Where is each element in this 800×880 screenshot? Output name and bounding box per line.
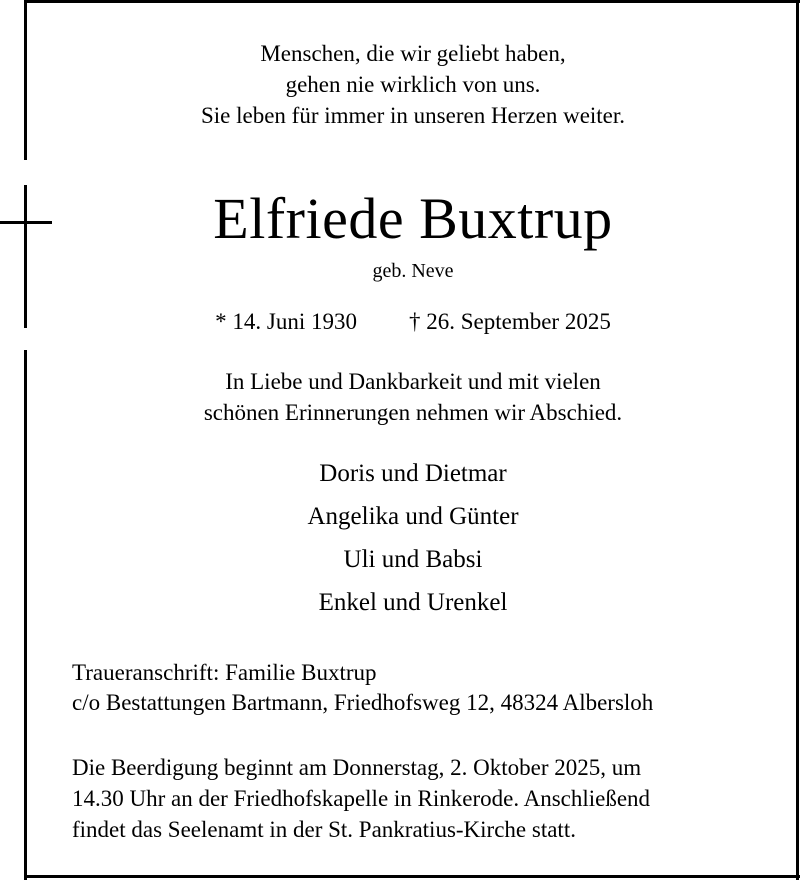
deceased-name: Elfriede Buxtrup	[213, 186, 613, 251]
frame-left-border-upper	[24, 0, 27, 160]
maiden-name: geb. Neve	[372, 260, 454, 282]
mourner-entry: Angelika und Günter	[307, 503, 519, 530]
life-dates	[30, 307, 796, 337]
cross-icon	[24, 185, 27, 328]
mourners-list	[30, 452, 796, 624]
mourner-entry: Enkel und Urenkel	[318, 589, 508, 616]
funeral-info	[72, 752, 782, 845]
mourner-entry: Uli und Babsi	[343, 546, 483, 573]
funeral-line: 14.30 Uhr an der Friedhofskapelle in Rinkerode. Anschließend	[72, 786, 651, 811]
frame-bottom-border	[24, 875, 800, 878]
farewell-text	[30, 366, 796, 428]
frame-top-border	[24, 0, 800, 3]
farewell-line: In Liebe und Dankbarkeit und mit vielen	[225, 369, 601, 394]
poem-line: gehen nie wirklich von uns.	[285, 72, 541, 97]
mourner-entry: Doris und Dietmar	[319, 460, 507, 487]
frame-right-border	[796, 0, 799, 880]
funeral-line: Die Beerdigung beginnt am Donnerstag, 2. Oktober 2025, um	[72, 755, 642, 780]
death-date: † 26. September 2025	[408, 309, 611, 334]
birth-date: * 14. Juni 1930	[215, 309, 357, 334]
funeral-line: findet das Seelenamt in der St. Pankratius-Kirche statt.	[72, 817, 576, 842]
frame-left-border-lower	[24, 350, 27, 880]
farewell-line: schönen Erinnerungen nehmen wir Abschied.	[203, 400, 623, 425]
address-line: c/o Bestattungen Bartmann, Friedhofsweg 12, 48324 Albersloh	[72, 690, 654, 715]
address-line: Traueranschrift: Familie Buxtrup	[72, 660, 377, 685]
poem	[30, 38, 796, 131]
poem-line: Sie leben für immer in unseren Herzen weiter.	[200, 103, 626, 128]
mourning-address	[72, 658, 772, 718]
poem-line: Menschen, die wir geliebt haben,	[260, 41, 566, 66]
